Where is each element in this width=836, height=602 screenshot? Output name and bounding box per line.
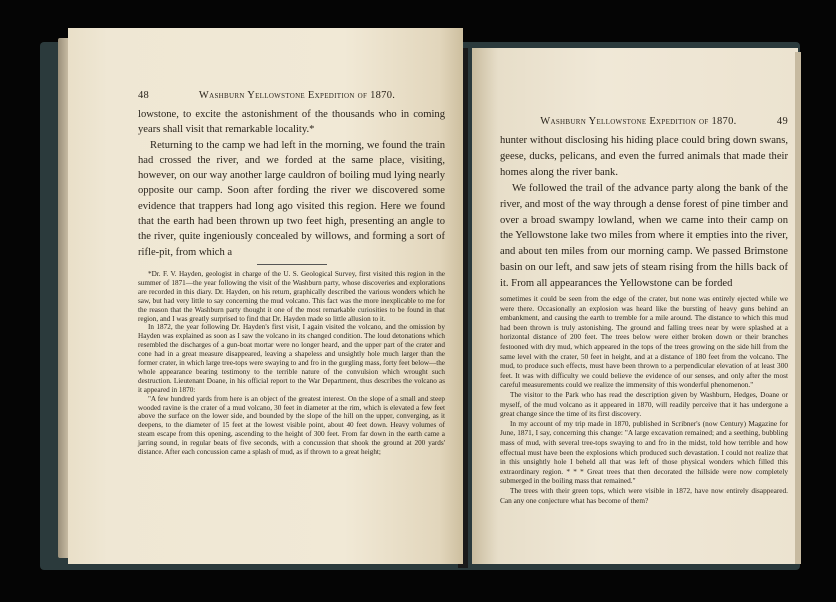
left-paragraph: lowstone, to excite the astonishment of the thousands who in coming years shall visit that remarkable locality.*	[138, 109, 445, 136]
footnote: The visitor to the Park who has read the description given by Washburn, Hedges, Doane or myself, of the mud volcano as it appeared in 1870, will readily perceive that it has undergone a great change since the time of its first discovery.	[500, 390, 788, 419]
right-page	[472, 48, 798, 564]
footnote: "A few hundred yards from here is an object of the greatest interest. On the slope of a small and steep wooded ravine is the crater of a mud volcano, 30 feet in diameter at the rim, which is elevated a few feet above the surface on the lower side, and bounded by the slope of the hill on the upper, converging, as it deepens, to the diameter of 15 feet at the lowest visible point, about 40 feet down. Heavy volumes of steam escape from this opening, ascending to the height of 300 feet. From far down in the earth came a jarring sound, in regular beats of five seconds, with a concussion that shook the ground at 200 yards' distance. After each concussion came a splash of mud, as if thrown to a great height;	[138, 394, 445, 457]
left-running-title: Washburn Yellowstone Expedition of 1870.	[198, 90, 396, 101]
left-footnotes	[138, 270, 445, 457]
right-paragraph: hunter without disclosing his hiding place could bring down swans, geese, ducks, pelicans, and even the furred animals that made their homes along the river bank.	[500, 135, 788, 178]
right-running-head	[500, 116, 788, 127]
left-paragraph: Returning to the camp we had left in the morning, we found the train had crossed the river, and we forded at the same place, visiting, however, on our way another large cauldron of boiling mud lying nearly opposite our camp. Soon after fording the river we discovered some evidence that trappers had long ago visited this region. Here we found that the earth had been thrown up two feet high, presenting an angle to the river, quite ingeniously concealed by willows, and forming a sort of rifle-pit, from which a	[138, 139, 445, 258]
footnote: *Dr. F. V. Hayden, geologist in charge of the U. S. Geological Survey, first visited this region in the summer of 1871—the year following the visit of the Washburn party, whose discoveries and explorations are recorded in this diary. Dr. Hayden, on his return, graphically described the various wonders which he saw, but had very little to say concerning the mud volcano. This fact was the more inexplicable to me for the reason that the Washburn party thought it one of the most remarkable curiosities to be found in that region, and I was greatly surprised to find that Dr. Hayden made so little allusion to it.	[138, 269, 445, 323]
left-page-number: 48	[138, 90, 150, 101]
footnote: In my account of my trip made in 1870, published in Scribner's (now Century) Magazine for June, 1871, I say, concerning this change: "A large excavation remained; and a seething, bubbling mass of mud, with several tree-tops swaying to and fro in the midst, told how terrible and how effectual must have been the explosions which produced such devastation. I could not realize that in this unsightly hole I beheld all that was left of those physical wonders which filled this extraordinary region. * * * Great trees that then decorated the hillside were now completely submerged in the boiling mass that remained."	[500, 418, 788, 486]
open-book	[40, 28, 800, 576]
footnote: In 1872, the year following Dr. Hayden's first visit, I again visited the volcano, and the omission by Hayden was explained as soon as I saw the volcano in its changed condition. The loud detonations which resembled the discharges of a gun-boat mortar were no longer heard, and the upper part of the crater and cone had in a great measure disappeared, leaving a shapeless and unsightly hole much larger than the former crater, in which large tree-tops were swaying to and fro in the gurgling mass, forty feet below—the whole appearance bearing testimony to the terrible nature of the convulsion which wrought such destruction. Lieutenant Doane, in his official report to the War Department, thus describes the volcano as it appeared in 1870:	[138, 323, 445, 394]
page-edges-right	[795, 52, 801, 564]
footnote: sometimes it could be seen from the edge of the crater, but none was entirely ejected while we were there. Occasionally an explosion was heard like the bursting of heavy guns behind an embankment, and causing the earth to tremble for a mile around. The distance to which this mud had been thrown is truly astonishing. The ground and falling trees near by were splashed at a horizontal distance of 200 feet. The trees below were either broken down or their branches festooned with dry mud, which appeared in the tops of the trees growing on the side hill from the same level with the crater, 50 feet in height, and at a distance of 180 feet from the volcano. The mud, to produce such effects, must have been thrown to a perpendicular elevation of at least 300 feet. It was with difficulty we could believe the evidence of our senses, and only after the most careful measurements could we realize the immensity of this wonderful phenomenon."	[500, 294, 788, 390]
right-running-title: Washburn Yellowstone Expedition of 1870.	[540, 116, 737, 127]
right-footnotes	[500, 294, 788, 505]
footnote-rule	[257, 264, 327, 265]
right-paragraph: We followed the trail of the advance party along the bank of the river, and most of the way through a dense forest of pine timber and over a broad swampy lowland, when we came into their camp on the Yellowstone lake two miles from where it empties into the river, and about ten miles from our morning camp. We passed Brimstone basin on our left, and saw jets of steam rising from the hills back of it. From all appearances the Yellowstone can be forded	[500, 182, 788, 290]
left-page	[68, 28, 463, 564]
left-body-text	[138, 107, 445, 260]
right-page-number: 49	[776, 116, 788, 127]
right-body-text	[500, 133, 788, 292]
footnote: The trees with their green tops, which were visible in 1872, have now entirely disappeared. Can any one conjecture what has become of them?	[500, 485, 788, 505]
left-running-head	[138, 90, 445, 101]
